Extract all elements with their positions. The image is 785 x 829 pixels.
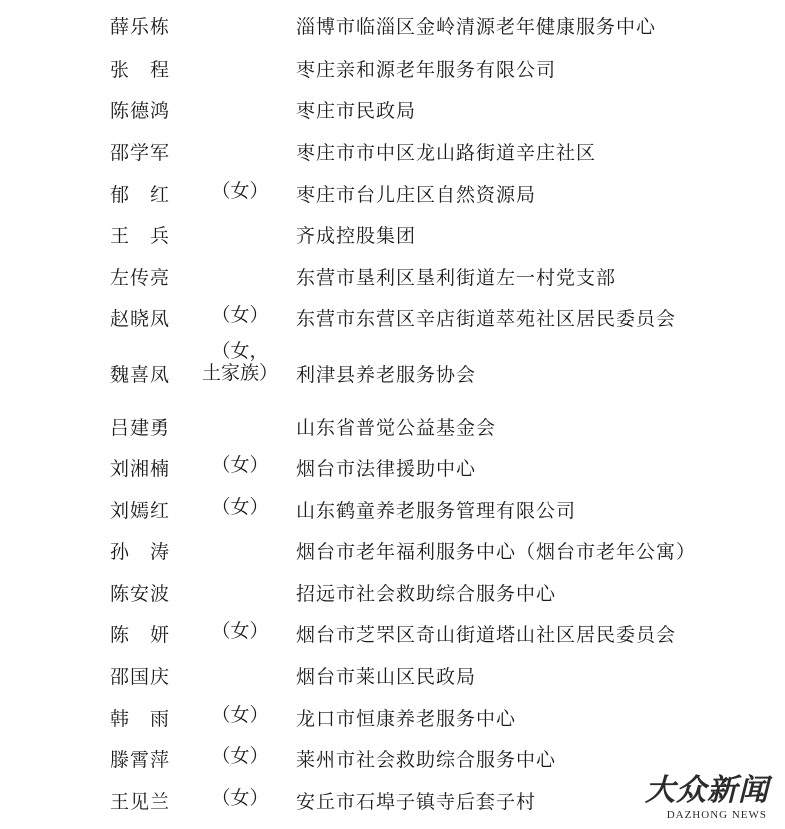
person-name: 王 兵 — [110, 225, 171, 247]
list-item — [0, 452, 785, 480]
list-item — [0, 302, 785, 330]
person-name: 邵学军 — [110, 142, 171, 164]
organization-name: 安丘市石埠子镇寺后套子村 — [296, 791, 537, 813]
organization-name: 利津县养老服务协会 — [296, 364, 477, 386]
organization-name: 枣庄市民政局 — [296, 100, 417, 122]
person-name: 滕霄萍 — [110, 749, 171, 771]
organization-name: 枣庄市台儿庄区自然资源局 — [296, 184, 537, 206]
list-item — [0, 340, 785, 386]
gender-ethnicity-note: （女） — [211, 304, 269, 326]
organization-name: 烟台市莱山区民政局 — [296, 666, 477, 688]
list-item — [0, 136, 785, 164]
person-name: 张 程 — [110, 59, 171, 81]
person-name: 韩 雨 — [110, 708, 171, 730]
organization-name: 招远市社会救助综合服务中心 — [296, 583, 557, 605]
organization-name: 东营市东营区辛店街道萃苑社区居民委员会 — [296, 308, 677, 330]
organization-name: 莱州市社会救助综合服务中心 — [296, 749, 557, 771]
gender-ethnicity-note: （女） — [211, 496, 269, 518]
list-item — [0, 94, 785, 122]
person-name: 吕建勇 — [110, 417, 171, 439]
gender-ethnicity-note: （女， — [211, 340, 269, 362]
organization-name: 烟台市老年福利服务中心（烟台市老年公寓） — [296, 541, 697, 563]
gender-ethnicity-note: （女） — [211, 745, 269, 767]
person-name: 刘嫣红 — [110, 500, 171, 522]
list-item — [0, 219, 785, 247]
organization-name: 山东鹤童养老服务管理有限公司 — [296, 500, 577, 522]
person-name: 陈安波 — [110, 583, 171, 605]
gender-ethnicity-note: （女） — [211, 787, 269, 809]
ethnicity-note: 土家族） — [201, 362, 278, 384]
person-name: 刘湘楠 — [110, 458, 171, 480]
person-name: 赵晓凤 — [110, 308, 171, 330]
list-item — [0, 10, 785, 38]
list-item — [0, 178, 785, 206]
gender-ethnicity-note: （女） — [211, 620, 269, 642]
person-name: 邵国庆 — [110, 666, 171, 688]
person-name: 王见兰 — [110, 791, 171, 813]
person-name: 魏喜凤 — [110, 364, 171, 386]
person-name: 郁 红 — [110, 184, 171, 206]
watermark-subtitle: DAZHONG NEWS — [666, 809, 767, 821]
list-item — [0, 535, 785, 563]
organization-name: 枣庄亲和源老年服务有限公司 — [296, 59, 557, 81]
list-item — [0, 494, 785, 522]
person-name: 陈德鸿 — [110, 100, 171, 122]
organization-name: 枣庄市市中区龙山路街道辛庄社区 — [296, 142, 597, 164]
organization-name: 烟台市法律援助中心 — [296, 458, 477, 480]
person-name: 左传亮 — [110, 267, 171, 289]
organization-name: 东营市垦利区垦利街道左一村党支部 — [296, 267, 617, 289]
organization-name: 山东省普觉公益基金会 — [296, 417, 497, 439]
person-name: 薛乐栋 — [110, 16, 171, 38]
person-name: 孙 涛 — [110, 541, 171, 563]
organization-name: 烟台市芝罘区奇山街道塔山社区居民委员会 — [296, 624, 677, 646]
organization-name: 龙口市恒康养老服务中心 — [296, 708, 517, 730]
organization-name: 淄博市临淄区金岭清源老年健康服务中心 — [296, 16, 657, 38]
list-item — [0, 618, 785, 646]
person-name: 陈 妍 — [110, 624, 171, 646]
list-item — [0, 53, 785, 81]
list-item — [0, 702, 785, 730]
gender-ethnicity-note: （女） — [211, 180, 269, 202]
watermark-logo-text: 大众新闻 — [645, 773, 769, 808]
gender-ethnicity-note: （女） — [211, 454, 269, 476]
list-item — [0, 577, 785, 605]
list-item — [0, 660, 785, 688]
gender-ethnicity-note: （女） — [211, 704, 269, 726]
list-item — [0, 261, 785, 289]
list-item — [0, 411, 785, 439]
organization-name: 齐成控股集团 — [296, 225, 417, 247]
dazhong-news-watermark — [641, 765, 771, 821]
